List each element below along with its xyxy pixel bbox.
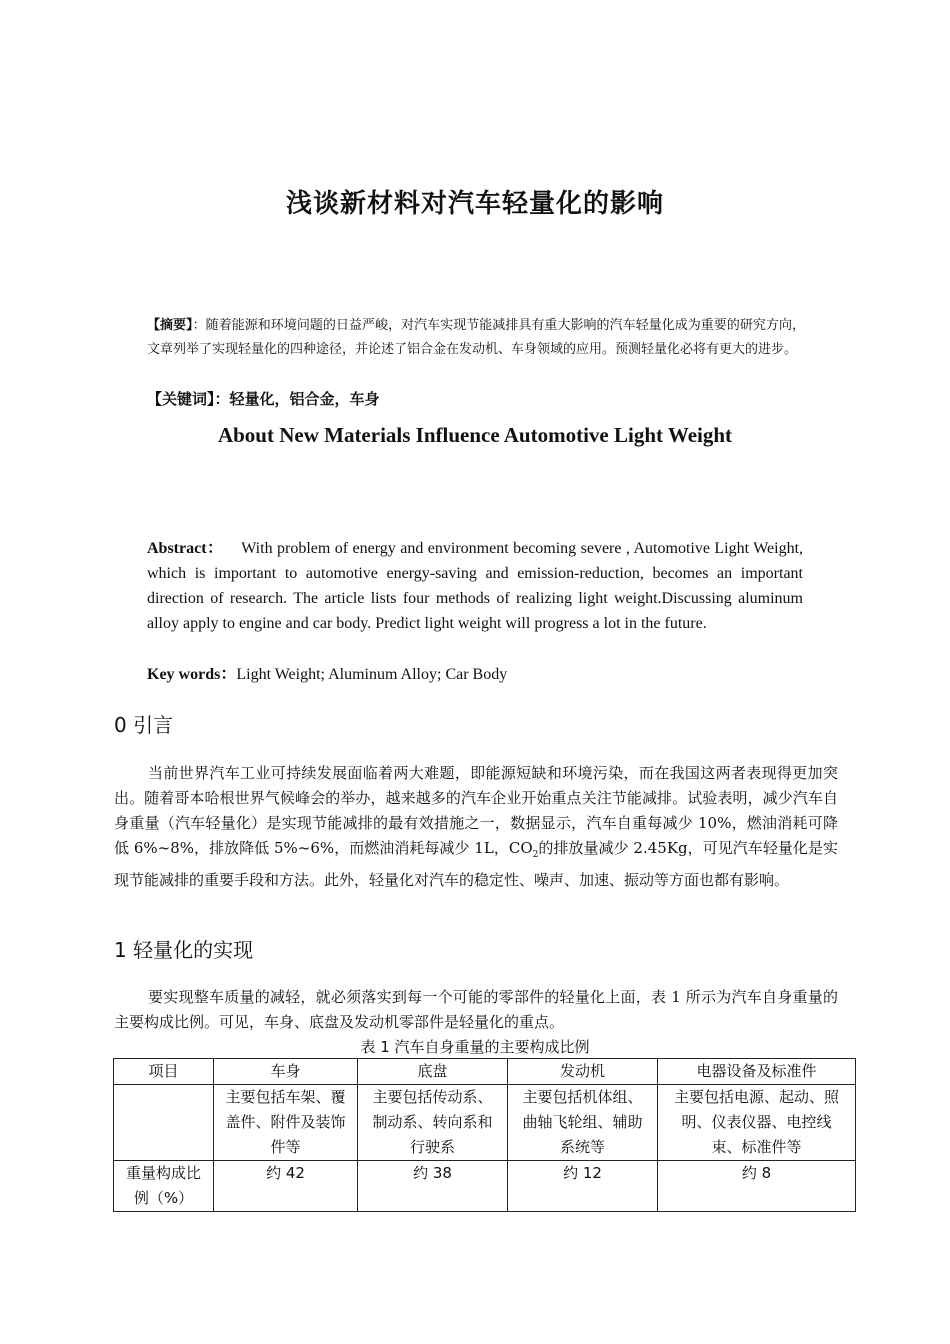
table-header-cell: 发动机 bbox=[508, 1059, 658, 1085]
keywords-zh bbox=[147, 388, 380, 409]
co2-subscript: 2 bbox=[532, 850, 539, 860]
table-row bbox=[114, 1085, 856, 1161]
section-0-text-a: 当前世界汽车工业可持续发展面临着两大难题，即能源短缺和环境污染，而在我国这两者表现得更加突出。随着哥本哈根世界气候峰会的举办，越来越多的汽车企业开始重点关注节能减排。试验表明，减少汽车自身重量（汽车轻量化）是实现节能减排的最有效措施之一，数据显示，汽车自重每减少 10%，燃油消耗可降低 6%~8%，排放降低 5%~6%，而燃油消耗每减少 1L，CO bbox=[114, 764, 838, 857]
table-cell: 约 8 bbox=[658, 1161, 856, 1212]
section-0-heading: 0 引言 bbox=[114, 713, 174, 737]
table-cell: 约 42 bbox=[214, 1161, 358, 1212]
abstract-zh bbox=[147, 314, 805, 362]
abstract-zh-label: 【摘要】 bbox=[147, 318, 193, 333]
table-cell: 约 12 bbox=[508, 1161, 658, 1212]
abstract-en-text: With problem of energy and environment becoming severe , Automotive Light Weight, which is important to automotive energy-saving and emission-reduction, becomes an important direction of research. The article lists four methods of realizing light weight.Discussing aluminum alloy apply to engine and car body. Predict light weight will progress a lot in the future. bbox=[147, 540, 804, 632]
table-cell bbox=[114, 1085, 214, 1161]
section-1-paragraph: 要实现整车质量的减轻，就必须落实到每一个可能的零部件的轻量化上面，表 1 所示为汽车自身重量的主要构成比例。可见，车身、底盘及发动机零部件是轻量化的重点。 bbox=[114, 988, 838, 1031]
table-1 bbox=[113, 1058, 856, 1212]
table-cell: 约 38 bbox=[358, 1161, 508, 1212]
section-1-heading: 1 轻量化的实现 bbox=[114, 938, 254, 962]
table-header-row bbox=[114, 1059, 856, 1085]
section-0-paragraph bbox=[114, 761, 838, 893]
keywords-en-label: Key words： bbox=[147, 666, 237, 683]
table-header-cell: 底盘 bbox=[358, 1059, 508, 1085]
table-cell: 主要包括传动系、制动系、转向系和行驶系 bbox=[358, 1085, 508, 1161]
paper-title: 浅谈新材料对汽车轻量化的影响 bbox=[285, 189, 664, 219]
table-header-cell: 项目 bbox=[114, 1059, 214, 1085]
table-1-caption: 表 1 汽车自身重量的主要构成比例 bbox=[360, 1038, 590, 1056]
table-header-cell: 电器设备及标准件 bbox=[658, 1059, 856, 1085]
keywords-en bbox=[147, 661, 507, 684]
abstract-en bbox=[147, 536, 803, 636]
abstract-en-label: Abstract： bbox=[147, 540, 224, 557]
paper-title-en: About New Materials Influence Automotive Light Weight bbox=[217, 423, 733, 447]
table-cell: 主要包括车架、覆盖件、附件及装饰件等 bbox=[214, 1085, 358, 1161]
keywords-zh-text: ：轻量化，铝合金，车身 bbox=[214, 390, 380, 408]
table-cell: 主要包括电源、起动、照明、仪表仪器、电控线束、标准件等 bbox=[658, 1085, 856, 1161]
table-cell: 重量构成比例（%） bbox=[114, 1161, 214, 1212]
keywords-en-text: Light Weight; Aluminum Alloy; Car Body bbox=[236, 666, 508, 683]
table-row bbox=[114, 1161, 856, 1212]
section-0-text-b: 的排放量减少 2.45Kg，可见汽车轻量化是实现节能减排的重要手段和方法。此外，轻量化对汽车的稳定性、噪声、加速、振动等方面也都有影响。 bbox=[114, 839, 838, 889]
keywords-zh-label: 【关键词】 bbox=[147, 390, 215, 408]
table-header-cell: 车身 bbox=[214, 1059, 358, 1085]
table-cell: 主要包括机体组、曲轴飞轮组、辅助系统等 bbox=[508, 1085, 658, 1161]
abstract-zh-text: ：随着能源和环境问题的日益严峻，对汽车实现节能减排具有重大影响的汽车轻量化成为重要的研究方向，文章列举了实现轻量化的四种途径，并论述了铝合金在发动机、车身领域的应用。预测轻量化必将有更大的进步。 bbox=[147, 318, 805, 357]
